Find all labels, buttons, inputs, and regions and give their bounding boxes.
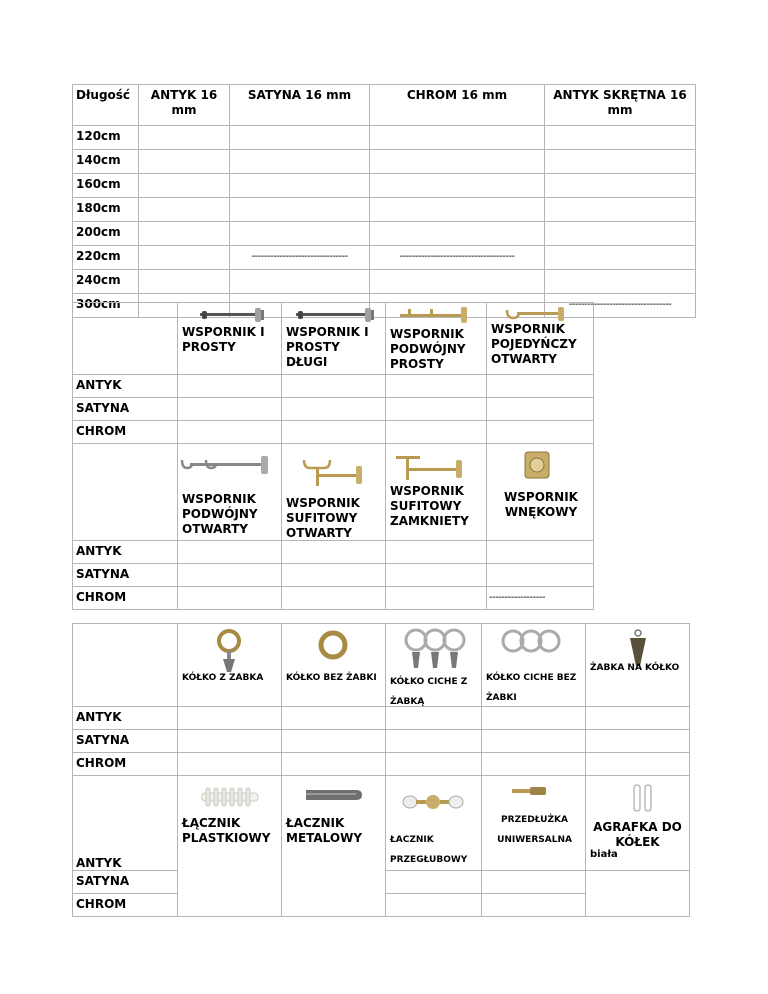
empty-corner [73,303,178,375]
ceiling-closed-icon [394,448,474,488]
accessories-table [72,623,690,917]
length-label: 300cm [73,294,139,318]
order-cell[interactable] [487,398,594,421]
order-cell[interactable] [482,871,586,894]
order-cell[interactable] [370,174,545,198]
order-cell[interactable] [230,222,370,246]
table-row [73,150,696,174]
order-cell[interactable] [545,126,696,150]
product-cell [487,444,594,541]
agrafka-white-cell[interactable] [586,849,690,917]
ceiling-open-icon [300,454,370,494]
table-row [73,730,690,753]
product-name: AGRAFKA DO KÓŁEK [593,820,682,849]
finish-label: SATYNA [73,871,178,894]
table-row [73,707,690,730]
order-cell[interactable] [370,270,545,294]
order-cell[interactable] [139,198,230,222]
order-cell[interactable] [586,730,690,753]
order-cell[interactable] [139,126,230,150]
brackets-table [72,302,594,610]
order-cell[interactable] [139,174,230,198]
order-cell[interactable] [386,894,482,917]
product-cell [586,624,690,707]
table-row [73,174,696,198]
order-cell[interactable] [545,150,696,174]
order-cell[interactable] [178,564,282,587]
product-name: ŁĄCZNIK PLASTKIOWY [182,816,271,845]
table-row [73,222,696,246]
product-cell[interactable] [282,776,386,917]
order-cell[interactable] [370,150,545,174]
product-name: WSPORNIK I PROSTY [182,325,265,354]
order-cell[interactable] [282,730,386,753]
order-cell[interactable] [178,753,282,776]
order-cell[interactable] [386,587,487,610]
finish-label: SATYNA [73,398,178,421]
table-row [73,270,696,294]
length-table [72,84,696,318]
order-cell[interactable] [386,871,482,894]
length-label: 220cm [73,246,139,270]
header-length: Długość [73,85,139,126]
ring-icon [316,628,350,662]
bracket-open-icon [505,306,571,322]
bracket-straight-icon [200,307,266,323]
finish-label: SATYNA [73,730,178,753]
order-cell[interactable] [139,222,230,246]
order-cell[interactable] [545,174,696,198]
product-cell [282,444,386,541]
order-cell[interactable] [282,564,386,587]
bracket-double-icon [400,306,472,324]
order-cell[interactable] [282,398,386,421]
header-chrom: CHROM 16 mm [370,85,545,126]
finish-label: CHROM [73,587,178,610]
metal-connector-icon [304,786,364,804]
product-cell [482,776,586,871]
length-label: 180cm [73,198,139,222]
product-name: ŻABKA NA KÓŁKO [590,663,680,673]
table-row [73,541,594,564]
bracket-double-open-icon [180,454,276,476]
table-row [73,624,690,707]
table-row [73,753,690,776]
order-cell[interactable] [178,398,282,421]
product-name: WSPORNIK SUFITOWY OTWARTY [286,496,360,540]
product-cell [282,624,386,707]
product-name: ŁACZNIK PRZEGŁUBOWY [390,835,468,865]
recess-bracket-icon [521,448,555,482]
finish-label: CHROM [73,421,178,444]
order-cell[interactable] [586,753,690,776]
product-name: KÓŁKO CICHE Z ŻABKĄ [390,677,468,707]
order-cell[interactable] [230,150,370,174]
unavailable-cell [230,246,370,270]
product-cell[interactable] [178,776,282,917]
extension-icon [512,786,548,796]
unavailable-dash: ------------------------------------- [399,251,515,262]
order-cell[interactable] [230,174,370,198]
order-cell[interactable] [370,222,545,246]
order-cell[interactable] [230,198,370,222]
length-table-header [73,85,696,126]
order-cell[interactable] [386,541,487,564]
product-name: WSPORNIK PODWÓJNY OTWARTY [182,492,258,536]
finish-label: ANTYK [76,856,122,870]
header-antyk: ANTYK 16 mm [139,85,230,126]
table-row [73,375,594,398]
product-cell [178,444,282,541]
order-cell[interactable] [282,421,386,444]
product-cell [178,303,282,375]
order-cell[interactable] [482,730,586,753]
order-cell[interactable] [482,707,586,730]
table-row [73,444,594,541]
order-cell[interactable] [487,375,594,398]
unavailable-dash: --------------------------------- [568,299,672,310]
product-cell [178,624,282,707]
order-cell[interactable] [386,753,482,776]
product-cell [386,624,482,707]
table-row [73,587,594,610]
product-cell [282,303,386,375]
order-cell[interactable] [282,541,386,564]
order-cell[interactable] [386,564,487,587]
order-cell[interactable] [487,541,594,564]
length-label: 140cm [73,150,139,174]
product-name: KÓŁKO CICHE BEZ ŻABKI [486,673,577,703]
product-cell [482,624,586,707]
order-cell[interactable] [370,198,545,222]
product-name: WSPORNIK SUFITOWY ZAMKNIETY [390,484,469,528]
order-cell[interactable] [282,587,386,610]
order-cell[interactable] [370,126,545,150]
length-label: 240cm [73,270,139,294]
order-cell[interactable] [178,730,282,753]
empty-corner [73,624,178,707]
order-cell[interactable] [545,198,696,222]
product-name: KÓŁKO BEZ ŻABKI [286,673,377,683]
table-row [73,303,594,375]
order-cell[interactable] [230,270,370,294]
product-cell [386,303,487,375]
order-cell[interactable] [282,375,386,398]
order-cell[interactable] [230,126,370,150]
product-name: PRZEDŁUŻKA UNIWERSALNA [497,815,572,845]
bracket-long-icon [296,307,376,323]
order-cell[interactable] [386,375,487,398]
order-cell[interactable] [487,564,594,587]
order-cell[interactable] [545,222,696,246]
silent-rings-clip-icon [402,626,468,674]
product-cell [386,776,482,871]
order-cell[interactable] [386,421,487,444]
table-row [73,398,594,421]
table-row [73,246,696,270]
product-name: WSPORNIK POJEDYŃCZY OTWARTY [491,322,577,366]
order-cell[interactable] [282,707,386,730]
finish-label: ANTYK [73,541,178,564]
header-satyna: SATYNA 16 mm [230,85,370,126]
hook-pin-icon [630,784,656,812]
order-cell[interactable] [178,541,282,564]
table-row [73,564,594,587]
order-cell[interactable] [482,894,586,917]
unavailable-cell [370,246,545,270]
header-antyk-skretna: ANTYK SKRĘTNA 16 mm [545,85,696,126]
order-cell[interactable] [282,753,386,776]
order-cell[interactable] [545,246,696,270]
order-cell[interactable] [545,270,696,294]
length-label: 120cm [73,126,139,150]
finish-label: CHROM [73,894,178,917]
unavailable-cell [487,587,594,610]
joint-connector-icon [402,790,464,814]
table-row [73,421,594,444]
table-row [73,126,696,150]
order-cell[interactable] [386,730,482,753]
finish-label: ANTYK [73,707,178,730]
length-label: 160cm [73,174,139,198]
order-cell[interactable] [139,150,230,174]
plastic-connector-icon [200,786,260,808]
order-cell[interactable] [178,375,282,398]
finish-label: ANTYK [73,375,178,398]
finish-label-cell [73,776,178,871]
product-name: WSPORNIK WNĘKOWY [504,490,578,519]
unavailable-dash: ------------------------------- [251,251,348,262]
finish-label: SATYNA [73,564,178,587]
product-name: KÓŁKO Z ZABKA [182,673,264,683]
order-cell[interactable] [139,246,230,270]
finish-label: CHROM [73,753,178,776]
silent-rings-icon [500,628,562,654]
agrafka-option-white: biała [590,849,618,860]
order-cell[interactable] [178,587,282,610]
product-name: WSPORNIK I PROSTY DŁUGI [286,325,369,369]
product-cell [487,303,594,375]
order-cell[interactable] [386,398,487,421]
order-cell[interactable] [482,753,586,776]
order-cell[interactable] [487,421,594,444]
order-cell[interactable] [178,421,282,444]
empty-corner [73,444,178,541]
order-cell[interactable] [139,270,230,294]
product-cell [386,444,487,541]
order-cell[interactable] [178,707,282,730]
length-label: 200cm [73,222,139,246]
table-row [73,198,696,222]
product-name: WSPORNIK PODWÓJNY PROSTY [390,327,466,371]
product-name: ŁACZNIK METALOWY [286,816,363,845]
order-cell[interactable] [586,707,690,730]
unavailable-dash: ------------------ [489,592,545,603]
